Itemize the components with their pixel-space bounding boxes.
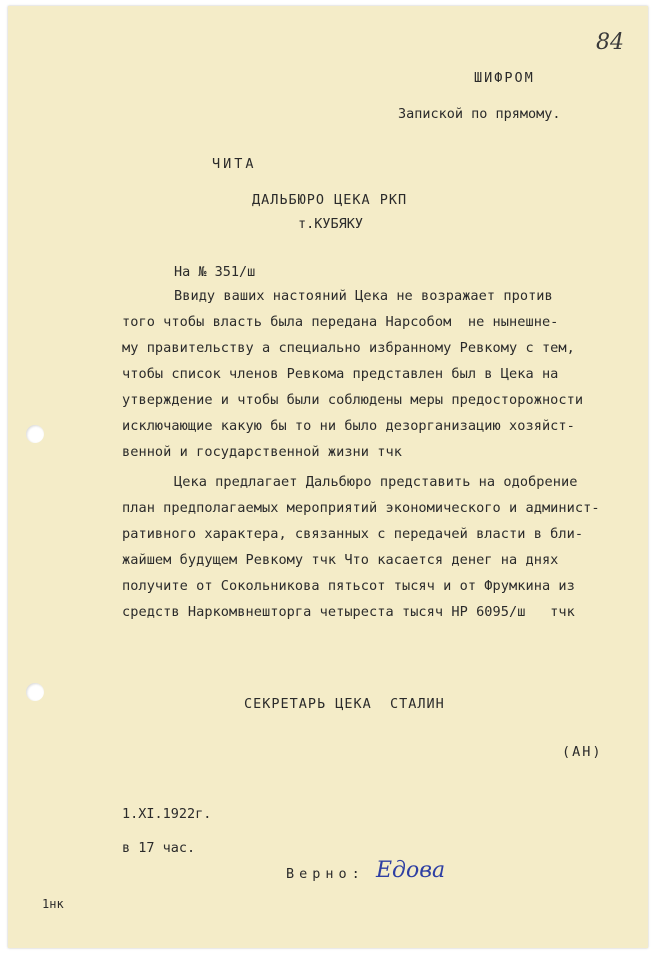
text-line: план предполагаемых мероприятий экономического и админист- xyxy=(122,500,600,516)
text-line: получите от Сокольникова пятьсот тысяч и от Фрумкина из xyxy=(122,578,575,594)
address-bureau: ДАЛЬБЮРО ЦЕКА РКП xyxy=(252,192,408,208)
transmission-method: Запиской по прямому. xyxy=(398,106,561,122)
text-line: ративного характера, связанных с передачей власти в бли- xyxy=(122,526,584,542)
document-page xyxy=(8,6,648,948)
punch-hole xyxy=(26,683,44,701)
dispatch-date: 1.XI.1922г. xyxy=(122,806,212,822)
signatory-line: СЕКРЕТАРЬ ЦЕКА СТАЛИН xyxy=(244,696,445,712)
text-line: жайшем будущем Ревкому тчк Что касается денег на днях xyxy=(122,552,559,568)
text-line: исключающие какую бы то ни было дезорганизацию хозяйст- xyxy=(122,418,575,434)
address-city: ЧИТА xyxy=(212,156,257,172)
address-recipient: т.КУБЯКУ xyxy=(298,216,364,232)
typist-mark: 1нк xyxy=(42,897,64,911)
text-line: средств Наркомвнешторга четыреста тысяч НР 6095/ш тчк xyxy=(122,604,575,620)
text-line: чтобы список членов Ревкома представлен был в Цека на xyxy=(122,366,559,382)
sheet-number: 84 xyxy=(596,30,624,55)
text-line: утверждение и чтобы были соблюдены меры предосторожности xyxy=(122,392,584,408)
reference-number: На № 351/ш xyxy=(174,264,256,280)
verified-label: Верно: xyxy=(286,866,365,882)
text-line: му правительству а специально избранному Ревкому с тем, xyxy=(122,340,575,356)
text-line: Ввиду ваших настояний Цека не возражает против xyxy=(174,288,553,304)
text-line: Цека предлагает Дальбюро представить на одобрение xyxy=(174,474,578,490)
verifier-signature: Едова xyxy=(376,858,446,883)
text-line: венной и государственной жизни тчк xyxy=(122,444,402,460)
punch-hole xyxy=(26,425,44,443)
cipher-heading: ШИФРОМ xyxy=(474,70,535,86)
operator-initials: (АН) xyxy=(562,744,603,760)
text-line: того чтобы власть была передана Нарсобом не нынешне- xyxy=(122,314,559,330)
dispatch-time: в 17 час. xyxy=(122,840,196,856)
